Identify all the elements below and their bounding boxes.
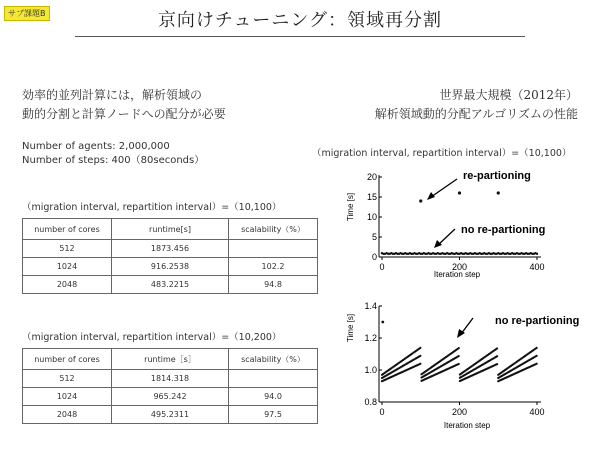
scalability-cell: 102.2 [229,258,318,276]
data-point [419,347,421,349]
chart1-annotation-no-repartitioning: no re-partioning [461,224,546,236]
data-point [536,355,538,357]
table-row [23,406,318,424]
data-point [458,347,460,349]
y-tick-label: 20 [366,172,377,182]
scalability-cell [229,240,318,258]
spike-point [497,191,500,194]
runtime-cell: 916.2538 [112,258,229,276]
x-tick-label: 400 [529,407,545,417]
column-header: runtime［s］ [112,349,229,370]
chart2-xlabel: Iteration step [443,421,491,430]
stat-agents: Number of agents: 2,000,000 [22,141,170,152]
chart1-arrow-no-repartitioning [438,229,455,245]
x-tick-label: 200 [451,407,468,417]
outlier-point [381,321,384,324]
subtask-badge: サブ課題B [4,6,50,21]
y-tick-label: 0 [371,252,377,262]
chart1-arrow-repartitioning [431,179,457,197]
table1-param: （migration interval, repartition interval）=（10,100） [22,202,282,213]
data-point [536,347,538,349]
y-tick-label: 5 [371,232,377,242]
table-row [23,370,318,388]
right-heading [375,86,578,124]
table-header-row [23,219,318,240]
stat-steps: Number of steps: 400（80seconds） [22,155,205,166]
y-tick-label: 15 [366,192,377,202]
cores-cell: 2048 [23,276,112,294]
chart2-annotation-no-repartitioning: no re-partioning [495,315,580,327]
left-heading-line-2: 動的分割と計算ノードへの配分が必要 [22,107,226,121]
cores-cell: 2048 [23,406,112,424]
x-tick-label: 200 [451,262,468,272]
chart1-arrowhead-repartitioning [427,192,435,200]
table-row [23,276,318,294]
scalability-cell: 94.0 [229,388,318,406]
chart2-ylabel: Time [s] [346,313,355,343]
chart1-annotation-repartitioning: re-partioning [463,170,531,182]
cores-cell: 1024 [23,388,112,406]
y-tick-label: 10 [366,212,377,222]
x-tick-label: 400 [529,262,545,272]
data-point [419,363,421,365]
runtime-cell: 483.2215 [112,276,229,294]
data-point [419,355,421,357]
column-header: number of cores [23,219,112,240]
table-row [23,388,318,406]
cores-cell: 1024 [23,258,112,276]
table-row [23,240,318,258]
chart1-arrowhead-no-repartitioning [434,240,442,248]
data-point [536,253,538,255]
table2-param: （migration interval, repartition interval）=（10,200） [22,332,282,343]
left-heading-line-1: 効率的並列計算には，解析領域の [22,88,203,102]
title-divider [75,36,525,37]
column-header: number of cores [23,349,112,370]
y-tick-label: 1.2 [364,333,377,343]
table-header-row [23,349,318,370]
data-point [458,363,460,365]
column-header: scalability（%） [229,349,318,370]
page-title: 京向けチューニング：領域再分割 [157,10,443,31]
y-tick-label: 1.0 [364,365,377,375]
data-point [536,363,538,365]
data-point [496,355,498,357]
runtime-cell: 965.242 [112,388,229,406]
spike-point [458,191,461,194]
left-heading [22,86,226,124]
column-header: scalability（%） [229,219,318,240]
scalability-cell: 97.5 [229,406,318,424]
chart-param: （migration interval, repartition interval）=（10,100） [312,148,572,159]
runtime-cell: 1873.456 [112,240,229,258]
y-tick-label: 1.4 [364,301,377,311]
x-tick-label: 0 [379,262,385,272]
y-tick-label: 0.8 [364,397,377,407]
chart1-xlabel: Iteration step [433,270,481,279]
x-tick-label: 0 [379,407,385,417]
table-row [23,258,318,276]
timing-chart-no-repartitioning [345,298,585,438]
runtime-cell: 1814.318 [112,370,229,388]
scalability-cell: 94.8 [229,276,318,294]
spike-point [419,199,422,202]
right-heading-line-1: 世界最大規模（2012年） [439,88,578,102]
data-point [496,347,498,349]
scalability-cell [229,370,318,388]
data-point [458,355,460,357]
right-heading-line-2: 解析領域動的分配アルゴリズムの性能 [374,107,578,121]
runtime-cell: 495.2311 [112,406,229,424]
chart1-ylabel: Time [s] [346,192,355,222]
column-header: runtime[s] [112,219,229,240]
cores-cell: 512 [23,370,112,388]
cores-cell: 512 [23,240,112,258]
stats-block [22,140,204,168]
scalability-table-1 [22,218,318,294]
timing-chart-repartitioning [345,165,585,285]
data-point [496,363,498,365]
scalability-table-2 [22,348,318,424]
